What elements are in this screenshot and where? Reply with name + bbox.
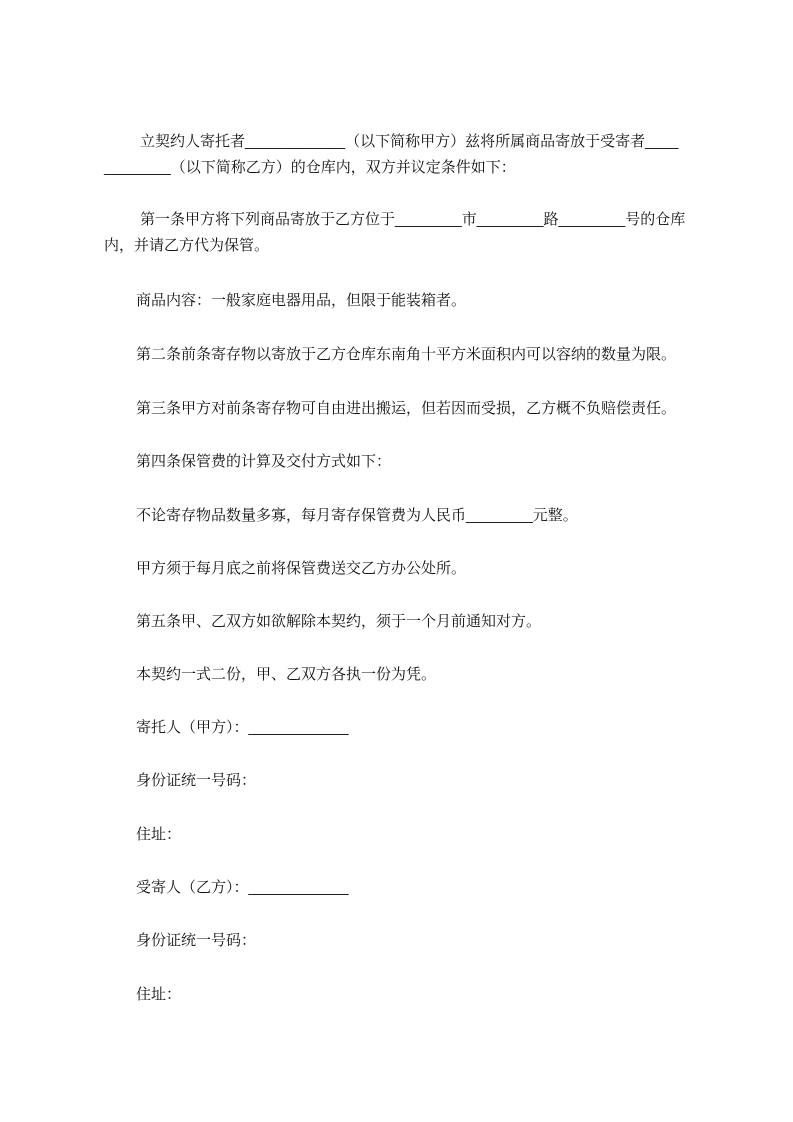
party-b-name: 受寄人（乙方）：____________ xyxy=(136,879,349,896)
intro-line-2: ________（以下简称乙方）的仓库内，双方并议定条件如下： xyxy=(104,159,516,176)
party-b-address: 住址： xyxy=(136,986,182,1003)
party-b-id: 身份证统一号码： xyxy=(136,932,257,949)
copies-clause: 本契约一式二份，甲、乙双方各执一份为凭。 xyxy=(136,666,437,683)
intro-line-1: 立契约人寄托者____________（以下简称甲方）兹将所属商品寄放于受寄者____ xyxy=(140,133,679,150)
article-5: 第五条甲、乙双方如欲解除本契约，须于一个月前通知对方。 xyxy=(136,613,542,630)
payment-clause: 甲方须于每月底之前将保管费送交乙方办公处所。 xyxy=(136,560,467,577)
article-4: 第四条保管费的计算及交付方式如下： xyxy=(136,453,392,470)
party-a-name: 寄托人（甲方）：____________ xyxy=(136,719,349,736)
article-3: 第三条甲方对前条寄存物可自由进出搬运，但若因而受损，乙方概不负赔偿责任。 xyxy=(136,400,677,417)
article-2: 第二条前条寄存物以寄放于乙方仓库东南角十平方米面积内可以容纳的数量为限。 xyxy=(136,346,677,363)
article-1-line-2: 内，并请乙方代为保管。 xyxy=(104,237,270,254)
article-1-line-1: 第一条甲方将下列商品寄放于乙方位于________市________路________号的仓库 xyxy=(140,211,686,228)
party-a-id: 身份证统一号码： xyxy=(136,772,257,789)
party-a-address: 住址： xyxy=(136,826,182,843)
goods-description: 商品内容：一般家庭电器用品，但限于能装箱者。 xyxy=(136,292,467,309)
fee-clause: 不论寄存物品数量多寡，每月寄存保管费为人民币________元整。 xyxy=(136,507,578,524)
